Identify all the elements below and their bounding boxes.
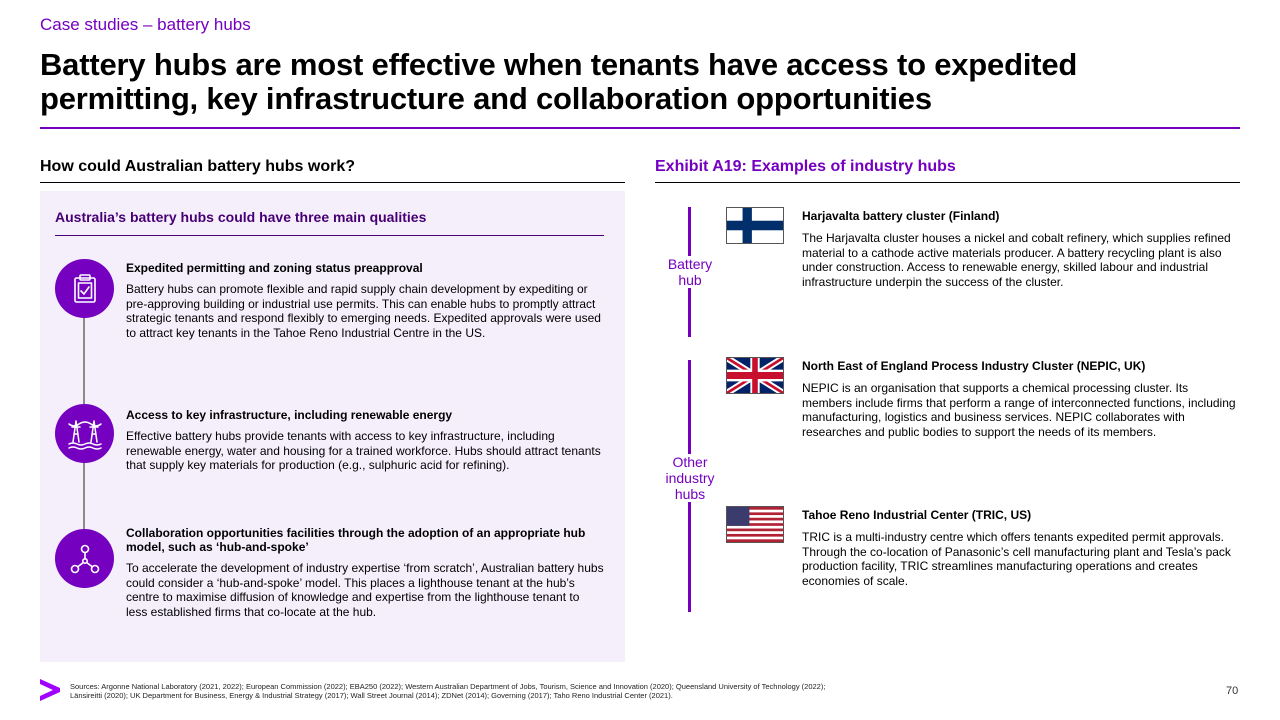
qualities-panel-divider xyxy=(55,235,604,236)
uk-flag-icon xyxy=(726,357,784,394)
left-section-heading: How could Australian battery hubs work? xyxy=(40,158,355,175)
hub-title: Harjavalta battery cluster (Finland) xyxy=(802,209,1000,223)
battery-hub-label: Battery hub xyxy=(655,256,725,288)
us-flag-icon xyxy=(726,506,784,543)
exhibit-heading-divider xyxy=(655,182,1240,183)
clipboard-check-icon xyxy=(55,259,114,318)
sources-footnote xyxy=(70,682,1190,700)
quality-body: Battery hubs can promote flexible and rapid supply chain development by expediting or pre-approving building or industrial use permits. This can enable hubs to promptly attract strategic tenants and respond flexibly to emerging needs. Expedited approvals were used to attract key tenants in the Tahoe Reno Industrial Centre in the US. xyxy=(126,282,601,340)
hub-harjavalta xyxy=(802,209,1240,289)
hub-body: TRIC is a multi-industry centre which offers tenants expedited permit approvals. Through the co-location of Panasonic’s cell manufacturing plant and Tesla’s pack production facility, TRIC streamlines manufacturing operations and creates economies of scale. xyxy=(802,530,1231,588)
brand-chevron-logo xyxy=(40,679,60,706)
quality-permitting xyxy=(126,261,604,340)
section-kicker: Case studies – battery hubs xyxy=(40,15,251,34)
other-hubs-label: Other industry hubs xyxy=(655,454,725,502)
hub-nepic xyxy=(802,359,1240,439)
sources-line-1: Sources: Argonne National Laboratory (2021, 2022); European Commission (2022); EBA250 (2022); Western Australian Department of Jobs, Tourism, Science and Innovation (2020); Queensland University of Technology (2022); xyxy=(70,682,826,691)
page-number: 70 xyxy=(1226,685,1239,697)
hub-and-spoke-icon xyxy=(55,529,114,588)
exhibit-heading: Exhibit A19: Examples of industry hubs xyxy=(655,158,956,175)
hub-tric xyxy=(802,508,1240,588)
left-heading-divider xyxy=(40,182,625,183)
quality-title: Access to key infrastructure, including renewable energy xyxy=(126,408,453,422)
sources-line-2: Länsireitti (2020); UK Department for Business, Energy & Industrial Strategy (2017); Wall Street Journal (2014); ZDNet (2014); Governing (2017); Taho Reno Industrial Center (2021). xyxy=(70,691,673,700)
title-divider xyxy=(40,127,1240,129)
quality-title: Collaboration opportunities facilities through the adoption of an appropriate hub model, such as ‘hub-and-spoke’ xyxy=(126,526,586,554)
power-pylon-water-icon xyxy=(55,404,114,463)
hub-title: Tahoe Reno Industrial Center (TRIC, US) xyxy=(802,508,1032,522)
finland-flag-icon xyxy=(726,207,784,244)
quality-body: Effective battery hubs provide tenants with access to key infrastructure, including renewable energy, water and housing for a trained workforce. Hubs should attract tenants that supply key materials for production (e.g., sulphuric acid for refining). xyxy=(126,429,601,472)
hub-body: NEPIC is an organisation that supports a chemical processing cluster. Its members include firms that perform a range of interconnected functions, including manufacturing, logistics and business services. NEPIC collaborates with researches and public bodies to support the needs of its members. xyxy=(802,381,1236,439)
quality-infrastructure xyxy=(126,408,604,473)
hub-body: The Harjavalta cluster houses a nickel and cobalt refinery, which supplies refined material to a cathode active materials producer. A battery recycling plant is also under construction. Access to renewable energy, skilled labour and industrial infrastructure underpin the success of the cluster. xyxy=(802,231,1231,289)
quality-collaboration xyxy=(126,526,604,619)
qualities-panel-heading: Australia’s battery hubs could have three main qualities xyxy=(55,209,427,225)
page-title: Battery hubs are most effective when tenants have access to expedited permitting, key infrastructure and collaboration opportunities xyxy=(40,47,1078,116)
hub-title: North East of England Process Industry Cluster (NEPIC, UK) xyxy=(802,359,1146,373)
quality-title: Expedited permitting and zoning status preapproval xyxy=(126,261,423,275)
quality-body: To accelerate the development of industry expertise ‘from scratch’, Australian battery hubs could consider a ‘hub-and-spoke’ model. This places a lighthouse tenant at the hub’s centre to maximise diffusion of knowledge and expertise from the lighthouse tenant to less established firms that co-locate at the hub. xyxy=(126,561,604,619)
